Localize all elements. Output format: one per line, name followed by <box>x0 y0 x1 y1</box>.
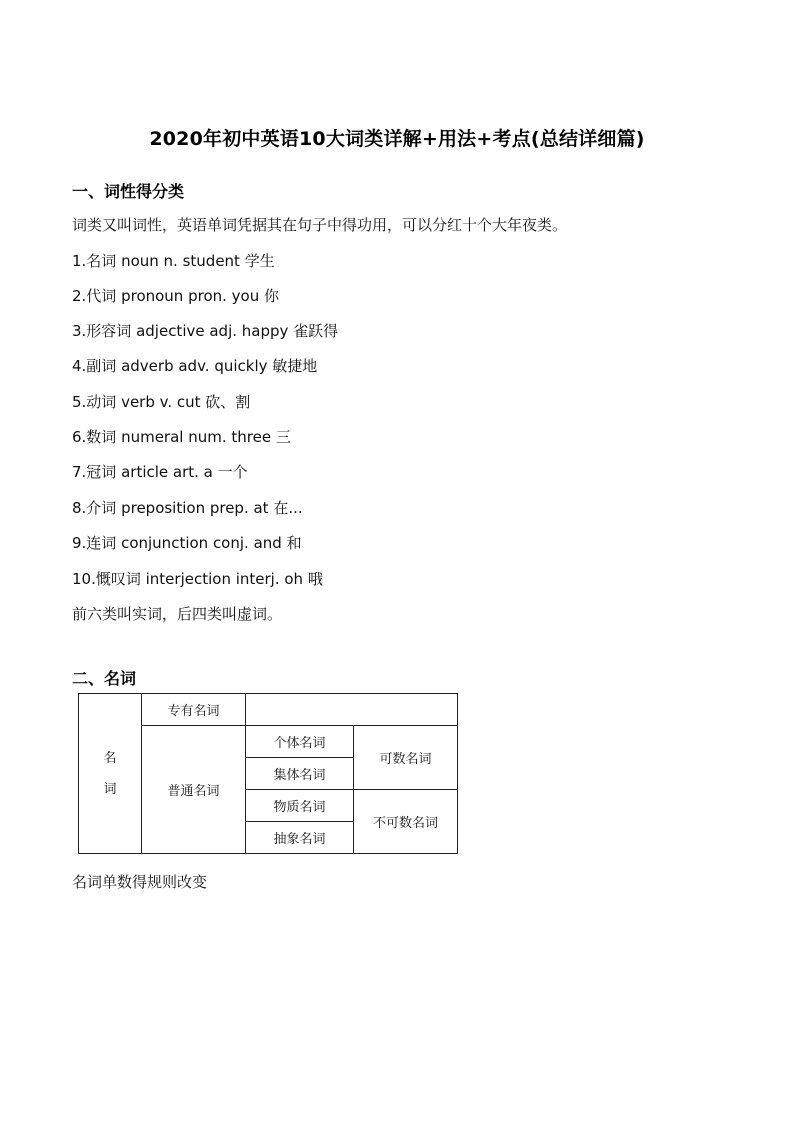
list-item: 9.连词 conjunction conj. and 和 <box>72 534 302 552</box>
root-label-char: 名 <box>103 750 117 766</box>
table-cell-root <box>79 694 142 854</box>
table-cell-abstract-noun: 抽象名词 <box>246 822 354 854</box>
table-cell-proper-noun: 专有名词 <box>142 694 246 726</box>
table-cell-material-noun: 物质名词 <box>246 790 354 822</box>
list-item: 5.动词 verb v. cut 砍、割 <box>72 393 251 411</box>
list-item: 7.冠词 article art. a 一个 <box>72 463 248 481</box>
list-item: 2.代词 pronoun pron. you 你 <box>72 287 279 305</box>
list-item: 1.名词 noun n. student 学生 <box>72 252 275 270</box>
table-cell-common-noun: 普通名词 <box>142 726 246 854</box>
section-heading-nouns: 二、名词 <box>72 669 137 688</box>
table-cell-empty <box>246 694 458 726</box>
footer-paragraph: 名词单数得规则改变 <box>72 873 208 891</box>
list-item: 3.形容词 adjective adj. happy 雀跃得 <box>72 322 339 340</box>
table-cell-collective-noun: 集体名词 <box>246 758 354 790</box>
table-cell-individual-noun: 个体名词 <box>246 726 354 758</box>
intro-paragraph: 词类又叫词性，英语单词凭据其在句子中得功用，可以分红十个大年夜类。 <box>72 216 568 234</box>
table-cell-countable: 可数名词 <box>354 726 458 790</box>
document-title: 2020年初中英语10大词类详解+用法+考点(总结详细篇) <box>149 128 645 150</box>
list-item: 6.数词 numeral num. three 三 <box>72 428 291 446</box>
table-cell-uncountable: 不可数名词 <box>354 790 458 854</box>
noun-classification-table <box>78 693 458 854</box>
section-heading-word-classes: 一、词性得分类 <box>72 182 185 201</box>
list-item: 8.介词 preposition prep. at 在... <box>72 499 303 517</box>
root-label-char: 词 <box>103 781 117 797</box>
list-item: 10.慨叹词 interjection interj. oh 哦 <box>72 570 323 588</box>
list-item: 4.副词 adverb adv. quickly 敏捷地 <box>72 357 318 375</box>
summary-paragraph: 前六类叫实词，后四类叫虚词。 <box>72 605 283 623</box>
